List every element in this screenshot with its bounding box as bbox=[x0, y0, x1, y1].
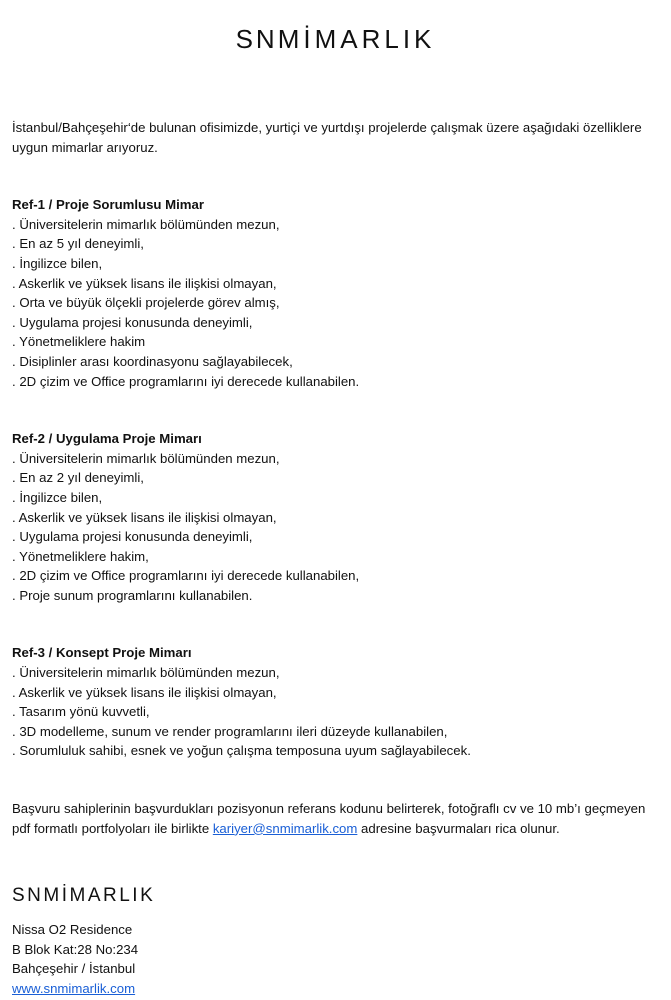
requirement-item: . Üniversitelerin mimarlık bölümünden mezun, bbox=[12, 216, 280, 232]
logo-mimarlik: MİMARLIK bbox=[43, 885, 156, 906]
requirement-item: . En az 5 yıl deneyimli, bbox=[12, 236, 144, 252]
requirement-item: . Sorumluluk sahibi, esnek ve yoğun çalışma temposuna uyum sağlayabilecek. bbox=[12, 743, 471, 759]
address-line: Nissa O2 Residence bbox=[12, 922, 133, 937]
requirement-item: . Askerlik ve yüksek lisans ile ilişkisi olmayan, bbox=[12, 275, 277, 291]
requirement-item: . Proje sunum programlarını kullanabilen. bbox=[12, 587, 253, 603]
logo-sn: SN bbox=[12, 885, 44, 906]
requirement-item: . 3D modelleme, sunum ve render programlarını ileri düzeyde kullanabilen, bbox=[12, 723, 448, 739]
section-title: Ref-1 / Proje Sorumlusu Mimar bbox=[12, 197, 204, 213]
requirement-item: . 2D çizim ve Office programlarını iyi derecede kullanabilen, bbox=[12, 568, 360, 584]
closing-paragraph bbox=[12, 799, 662, 838]
address-line: Bahçeşehir / İstanbul bbox=[12, 961, 136, 977]
logo-footer bbox=[12, 885, 155, 907]
requirement-item: . Askerlik ve yüksek lisans ile ilişkisi olmayan, bbox=[12, 509, 277, 525]
section-ref-1 bbox=[12, 195, 662, 391]
requirement-item: . Disiplinler arası koordinasyonu sağlayabilecek, bbox=[12, 353, 293, 369]
requirement-item: . Uygulama projesi konusunda deneyimli, bbox=[12, 314, 253, 330]
requirement-item: . Yönetmeliklere hakim bbox=[12, 334, 146, 350]
closing-text-after: adresine başvurmaları rica olunur. bbox=[357, 820, 560, 836]
section-title: Ref-3 / Konsept Proje Mimarı bbox=[12, 645, 192, 661]
requirement-item: . Askerlik ve yüksek lisans ile ilişkisi olmayan, bbox=[12, 684, 277, 700]
requirement-item: . Yönetmeliklere hakim, bbox=[12, 548, 149, 564]
requirement-item: . En az 2 yıl deneyimli, bbox=[12, 470, 144, 486]
logo-mimarlik: MİMARLIK bbox=[277, 24, 436, 54]
website-link[interactable]: www.snmimarlik.com bbox=[12, 980, 136, 996]
document-body bbox=[12, 118, 662, 838]
section-title: Ref-2 / Uygulama Proje Mimarı bbox=[12, 431, 202, 447]
closing-text-before: Başvuru sahiplerinin başvurdukları pozisyonun referans kodunu belirterek, fotoğraflı cv ve 10 mb’ı geçmeyen pdf formatlı portfolyoları ile birlikte bbox=[12, 801, 646, 836]
section-ref-2 bbox=[12, 429, 662, 605]
requirement-item: . İngilizce bilen, bbox=[12, 255, 103, 271]
requirement-item: . 2D çizim ve Office programlarını iyi derecede kullanabilen. bbox=[12, 373, 360, 389]
email-link[interactable]: kariyer@snmimarlik.com bbox=[212, 820, 358, 836]
requirement-item: . Üniversitelerin mimarlık bölümünden mezun, bbox=[12, 665, 280, 681]
logo-header bbox=[0, 22, 671, 56]
intro-paragraph: İstanbul/Bahçeşehir‘de bulunan ofisimizde, yurtiçi ve yurtdışı projelerde çalışmak üzere aşağıdaki özelliklere uygun mimarlar arıyoruz. bbox=[12, 120, 642, 155]
address-line: B Blok Kat:28 No:234 bbox=[12, 941, 139, 957]
requirement-item: . Uygulama projesi konusunda deneyimli, bbox=[12, 529, 253, 545]
address-block bbox=[12, 920, 138, 998]
requirement-item: . Orta ve büyük ölçekli projelerde görev almış, bbox=[12, 295, 280, 311]
logo-sn: SN bbox=[235, 24, 278, 54]
requirement-item: . Üniversitelerin mimarlık bölümünden mezun, bbox=[12, 450, 280, 466]
requirement-item: . İngilizce bilen, bbox=[12, 489, 103, 505]
section-ref-3 bbox=[12, 643, 662, 761]
requirement-item: . Tasarım yönü kuvvetli, bbox=[12, 704, 150, 720]
